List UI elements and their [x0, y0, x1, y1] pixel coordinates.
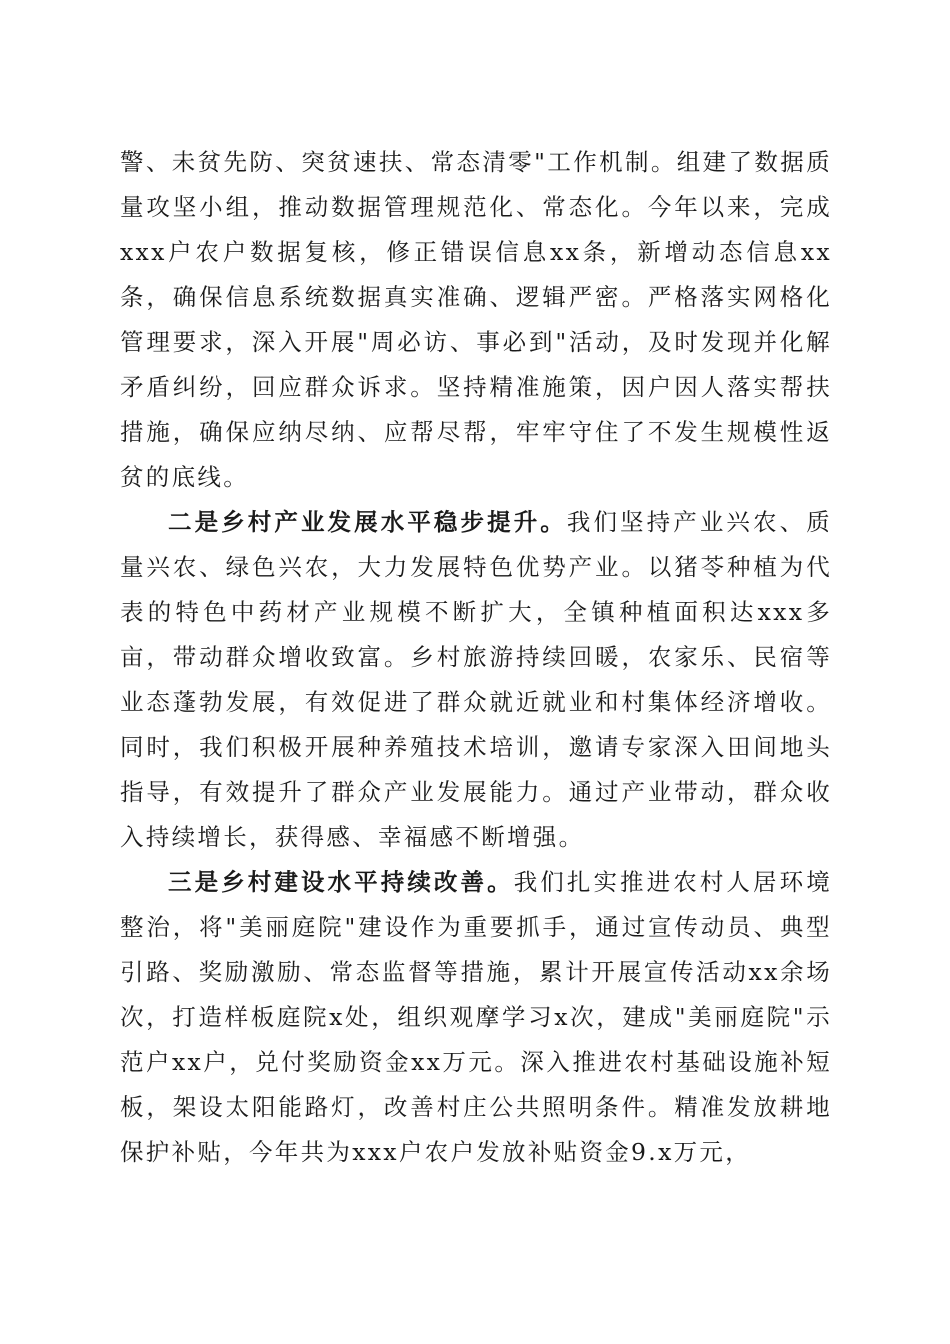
paragraph-1-body: 警、未贫先防、突贫速扶、常态清零"工作机制。组建了数据质量攻坚小组，推动数据管理规范化、常态化。今年以来，完成xxx户农户数据复核，修正错误信息xx条，新增动态信息xx条，确保信息系统数据真实准确、逻辑严密。严格落实网格化管理要求，深入开展"周必访、事必到"活动，及时发现并化解矛盾纠纷，回应群众诉求。坚持精准施策，因户因人落实帮扶措施，确保应纳尽纳、应帮尽帮，牢牢守住了不发生规模性返贫的底线。	[120, 148, 832, 491]
paragraph-3-body: 我们扎实推进农村人居环境整治，将"美丽庭院"建设作为重要抓手，通过宣传动员、典型引路、奖励激励、常态监督等措施，累计开展宣传活动xx余场次，打造样板庭院x处，组织观摩学习x次，建成"美丽庭院"示范户xx户，兑付奖励资金xx万元。深入推进农村基础设施补短板，架设太阳能路灯，改善村庄公共照明条件。精准发放耕地保护补贴，今年共为xxx户农户发放补贴资金9.x万元，	[120, 868, 832, 1166]
paragraph-continuation	[120, 140, 832, 500]
paragraph-3-heading: 三是乡村建设水平持续改善。	[168, 868, 514, 896]
paragraph-2-body: 我们坚持产业兴农、质量兴农、绿色兴农，大力发展特色优势产业。以猪苓种植为代表的特色中药材产业规模不断扩大，全镇种植面积达xxx多亩，带动群众增收致富。乡村旅游持续回暖，农家乐、民宿等业态蓬勃发展，有效促进了群众就近就业和村集体经济增收。同时，我们积极开展种养殖技术培训，邀请专家深入田间地头指导，有效提升了群众产业发展能力。通过产业带动，群众收入持续增长，获得感、幸福感不断增强。	[120, 508, 832, 851]
paragraph-2-heading: 二是乡村产业发展水平稳步提升。	[168, 508, 567, 536]
paragraph-rural-construction	[120, 860, 832, 1175]
document-body	[120, 140, 832, 1175]
paragraph-industry-development	[120, 500, 832, 860]
